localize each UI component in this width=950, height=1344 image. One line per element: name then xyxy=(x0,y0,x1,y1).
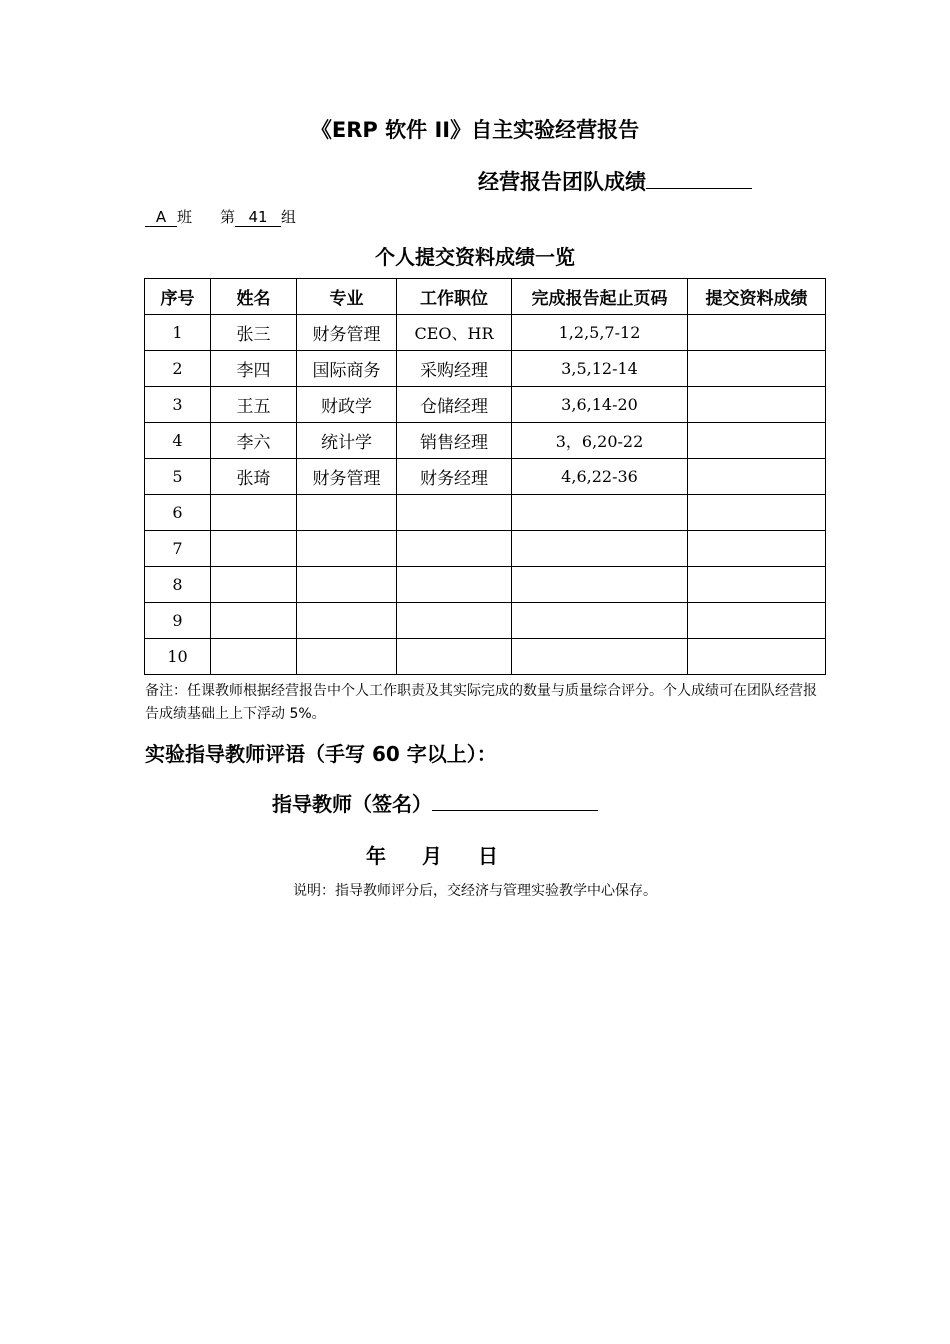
table-row xyxy=(145,423,826,459)
cell-major xyxy=(297,603,397,639)
table-row xyxy=(145,603,826,639)
cell-score xyxy=(688,387,826,423)
cell-name: 张琦 xyxy=(211,459,297,495)
cell-position: 销售经理 xyxy=(397,423,512,459)
cell-major: 财务管理 xyxy=(297,315,397,351)
cell-index: 6 xyxy=(145,495,211,531)
cell-score xyxy=(688,603,826,639)
cell-pages xyxy=(512,495,688,531)
cell-pages: 4,6,22-36 xyxy=(512,459,688,495)
cell-pages xyxy=(512,567,688,603)
group-prefix: 第 xyxy=(220,208,236,226)
cell-major xyxy=(297,639,397,675)
cell-score xyxy=(688,351,826,387)
cell-pages xyxy=(512,531,688,567)
cell-index: 3 xyxy=(145,387,211,423)
cell-index: 1 xyxy=(145,315,211,351)
cell-score xyxy=(688,639,826,675)
team-score-label: 经营报告团队成绩 xyxy=(478,170,646,194)
cell-major: 财政学 xyxy=(297,387,397,423)
class-label: 班 xyxy=(177,208,193,226)
cell-pages xyxy=(512,603,688,639)
cell-position xyxy=(397,639,512,675)
cell-score xyxy=(688,531,826,567)
cell-index: 8 xyxy=(145,567,211,603)
table-row xyxy=(145,459,826,495)
cell-score xyxy=(688,315,826,351)
signature-label: 指导教师（签名） xyxy=(272,792,432,816)
cell-major: 统计学 xyxy=(297,423,397,459)
cell-score xyxy=(688,495,826,531)
cell-position: CEO、HR xyxy=(397,315,512,351)
header-name: 姓名 xyxy=(211,279,297,315)
team-score-blank xyxy=(646,168,752,189)
date-month: 月 xyxy=(422,844,442,868)
table-row xyxy=(145,387,826,423)
signature-line xyxy=(272,788,598,817)
cell-pages: 3，6,20-22 xyxy=(512,423,688,459)
cell-major xyxy=(297,531,397,567)
cell-index: 9 xyxy=(145,603,211,639)
cell-major: 国际商务 xyxy=(297,351,397,387)
cell-score xyxy=(688,459,826,495)
table-body xyxy=(145,315,826,675)
cell-name: 王五 xyxy=(211,387,297,423)
cell-name xyxy=(211,567,297,603)
note-text: 备注：任课教师根据经营报告中个人工作职责及其实际完成的数量与质量综合评分。个人成绩可在团队经营报告成绩基础上上下浮动 5%。 xyxy=(145,683,817,722)
cell-position: 财务经理 xyxy=(397,459,512,495)
cell-pages xyxy=(512,639,688,675)
cell-name xyxy=(211,531,297,567)
cell-name xyxy=(211,639,297,675)
date-line xyxy=(366,840,498,869)
cell-name xyxy=(211,495,297,531)
table-row xyxy=(145,531,826,567)
date-year: 年 xyxy=(366,844,386,868)
cell-name xyxy=(211,603,297,639)
cell-index: 5 xyxy=(145,459,211,495)
teacher-comment-label: 实验指导教师评语（手写 60 字以上）： xyxy=(145,742,497,766)
cell-position xyxy=(397,567,512,603)
cell-index: 10 xyxy=(145,639,211,675)
table-row xyxy=(145,351,826,387)
cell-major xyxy=(297,567,397,603)
cell-score xyxy=(688,423,826,459)
cell-position xyxy=(397,495,512,531)
cell-position: 采购经理 xyxy=(397,351,512,387)
team-score-line xyxy=(478,166,752,196)
cell-position xyxy=(397,603,512,639)
header-major: 专业 xyxy=(297,279,397,315)
cell-index: 7 xyxy=(145,531,211,567)
grade-table xyxy=(144,278,826,675)
cell-position xyxy=(397,531,512,567)
cell-name: 李六 xyxy=(211,423,297,459)
cell-pages: 3,6,14-20 xyxy=(512,387,688,423)
header-score: 提交资料成绩 xyxy=(688,279,826,315)
group-label: 组 xyxy=(281,208,297,226)
header-index: 序号 xyxy=(145,279,211,315)
header-position: 工作职位 xyxy=(397,279,512,315)
class-group-line xyxy=(145,206,296,227)
section-title: 个人提交资料成绩一览 xyxy=(375,245,575,269)
cell-major xyxy=(297,495,397,531)
cell-major: 财务管理 xyxy=(297,459,397,495)
class-value: A xyxy=(145,208,177,227)
explanation-text: 说明：指导教师评分后，交经济与管理实验教学中心保存。 xyxy=(293,883,657,899)
table-row xyxy=(145,495,826,531)
table-row xyxy=(145,315,826,351)
cell-pages: 3,5,12-14 xyxy=(512,351,688,387)
cell-position: 仓储经理 xyxy=(397,387,512,423)
cell-index: 4 xyxy=(145,423,211,459)
document-title: 《ERP 软件 II》自主实验经营报告 xyxy=(310,118,640,142)
cell-name: 李四 xyxy=(211,351,297,387)
cell-index: 2 xyxy=(145,351,211,387)
table-row xyxy=(145,567,826,603)
signature-blank xyxy=(432,790,598,811)
header-pages: 完成报告起止页码 xyxy=(512,279,688,315)
date-day: 日 xyxy=(478,844,498,868)
cell-score xyxy=(688,567,826,603)
cell-name: 张三 xyxy=(211,315,297,351)
table-row xyxy=(145,639,826,675)
group-value: 41 xyxy=(235,208,281,227)
table-header-row xyxy=(145,279,826,315)
cell-pages: 1,2,5,7-12 xyxy=(512,315,688,351)
